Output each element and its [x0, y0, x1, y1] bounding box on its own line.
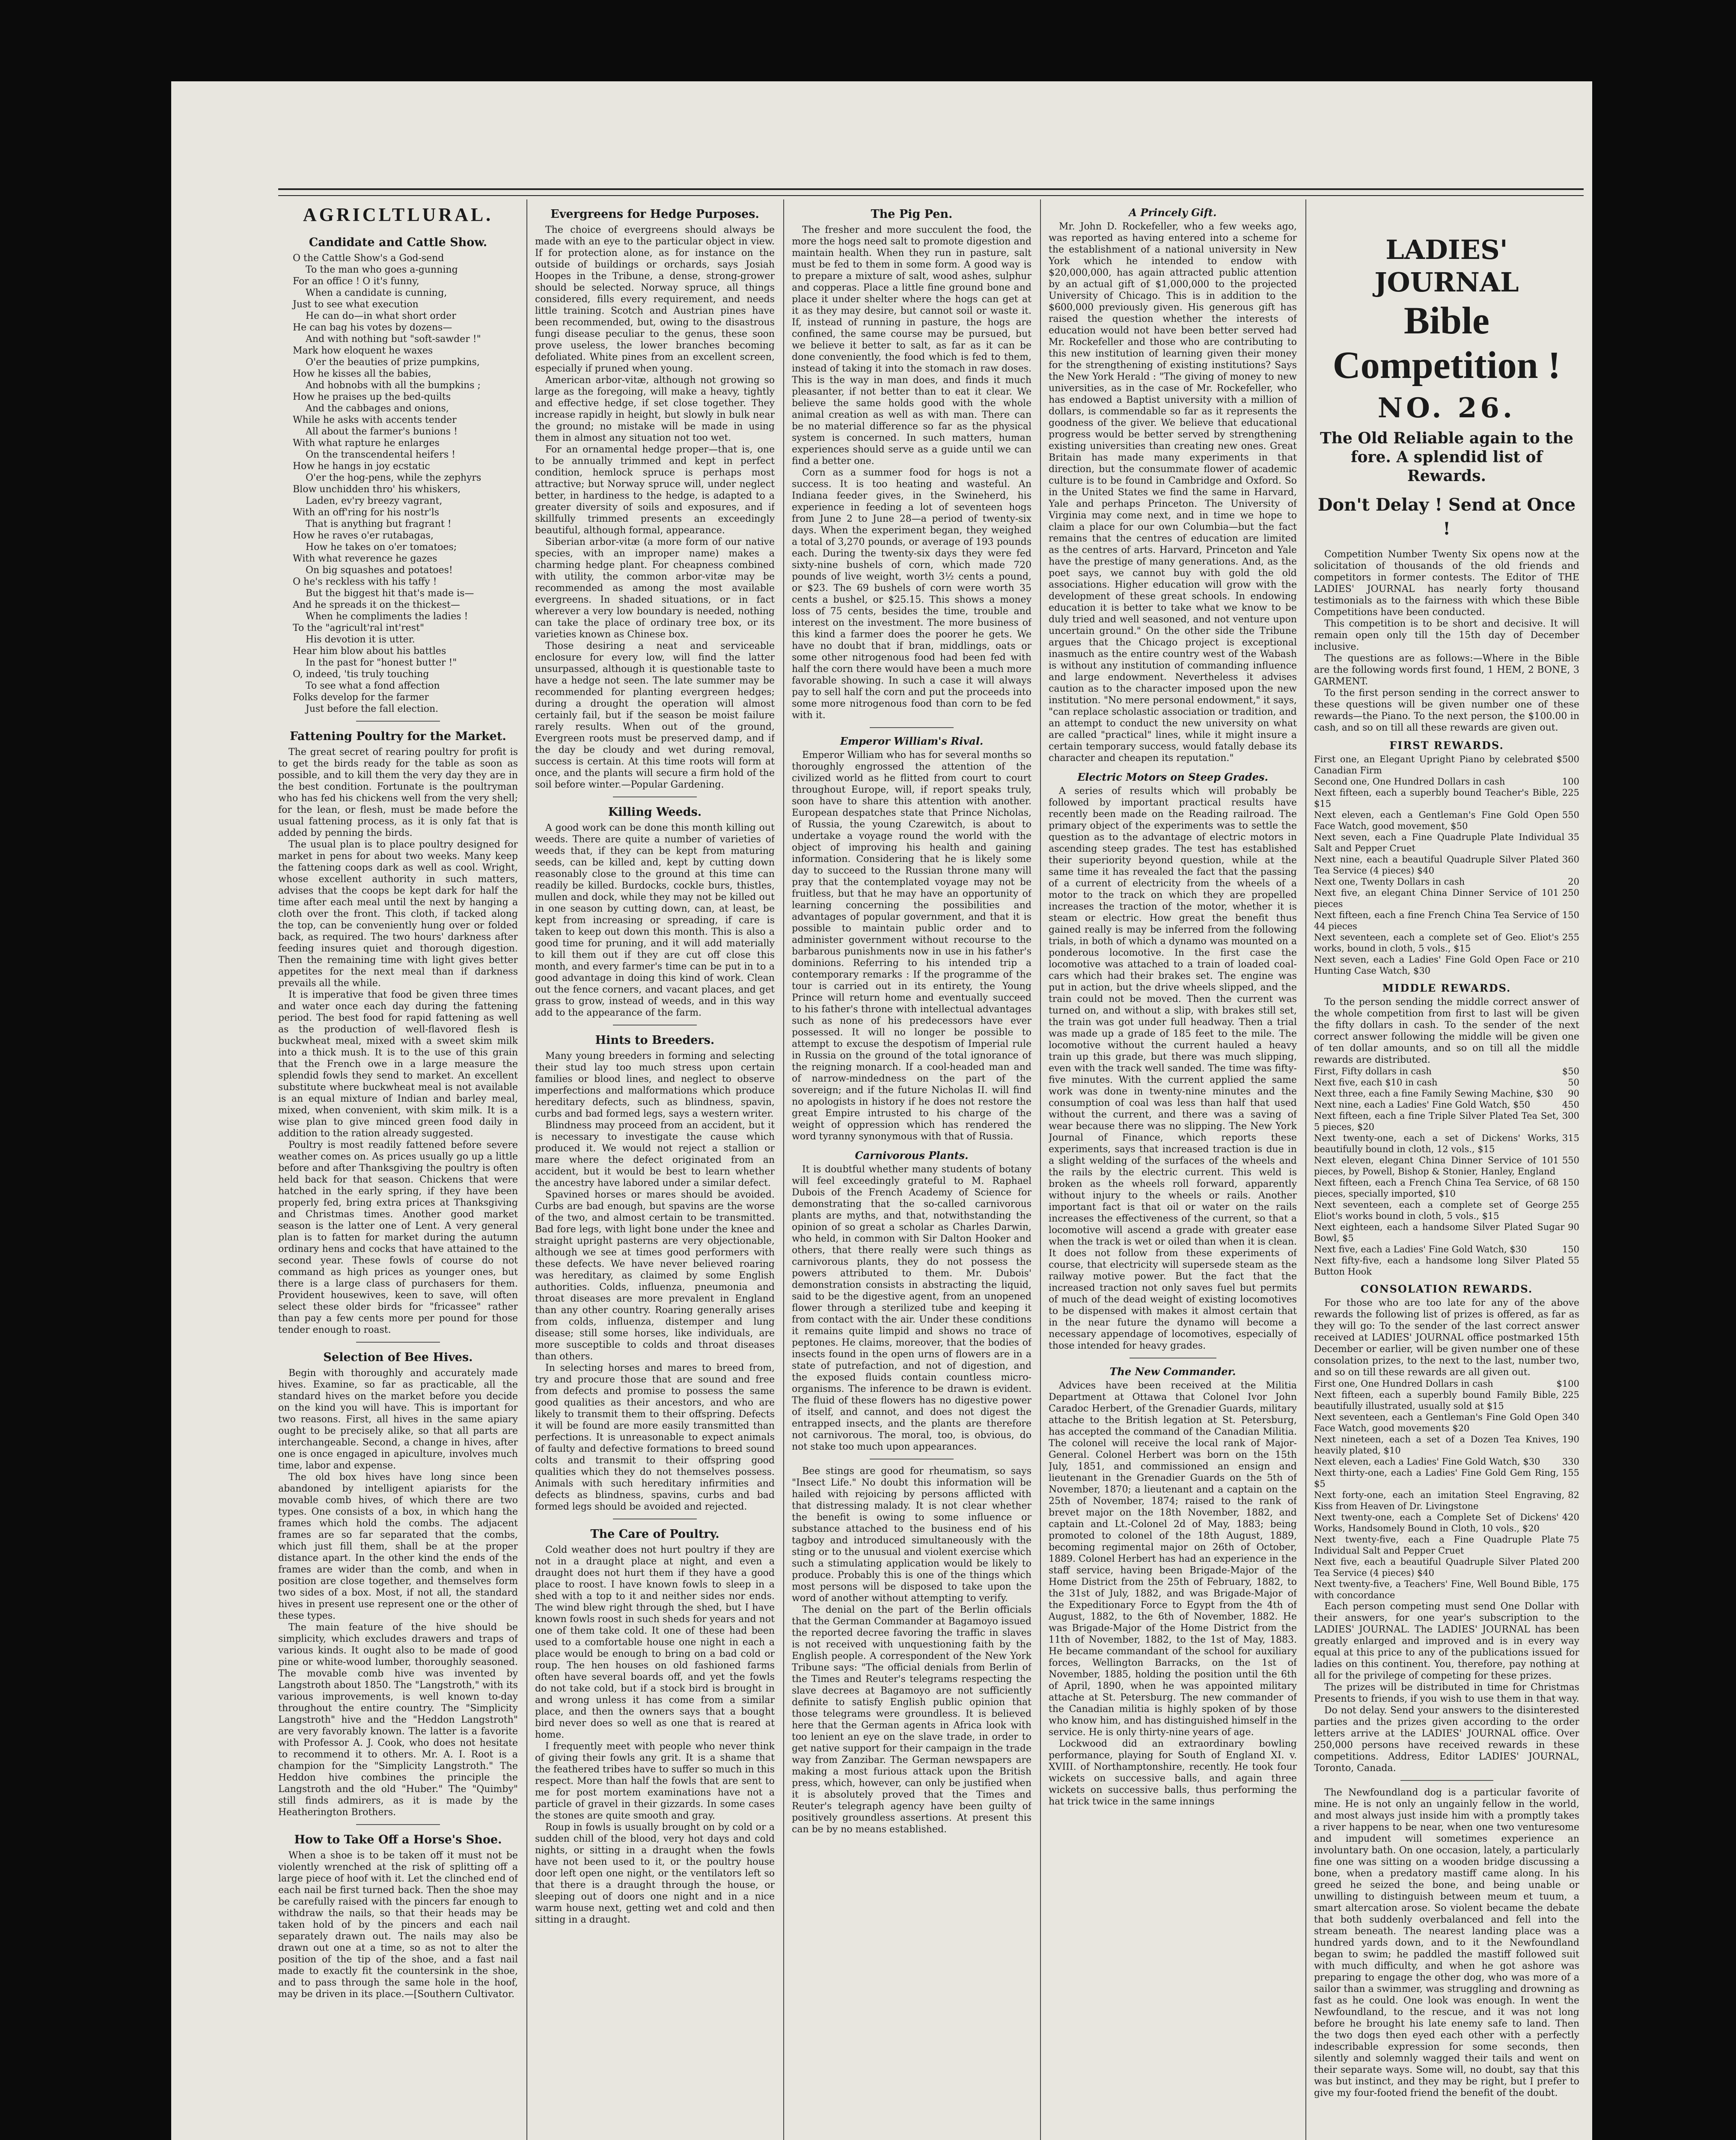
commander-body — [1049, 1380, 1297, 1807]
poem-line: While he asks with accents tender — [293, 415, 457, 425]
emperor-body — [792, 749, 1031, 1142]
prize-value: 225 — [1562, 1390, 1579, 1400]
bee-hives-body — [278, 1367, 518, 1818]
prize-value: 55 — [1568, 1255, 1579, 1266]
paragraph: To the first person sending in the correct answer to these questions will be given number one of these rewards—the Piano. To the next person, the $100.00 in cash, and so on till all these rewards are given out. — [1314, 688, 1579, 733]
prize-text: Next eleven, each a Gentleman's Fine Gold Open Face Watch, good movement, $50 — [1314, 810, 1559, 831]
paragraph: Many young breeders in forming and selecting their stud lay too much stress upon certain families or blood lines, and neglect to observe imperfections and malformations which produce hereditary defects, such as blindness, spavin, curbs and bad formed legs, says a western writer. — [535, 1051, 775, 1119]
poem-line: Just to see what execution — [293, 299, 419, 310]
poem-line: When he compliments the ladies ! — [306, 611, 468, 622]
consolation-rewards-title: CONSOLATION REWARDS. — [1360, 1283, 1533, 1295]
column-rule — [526, 199, 527, 2140]
prize-text: Next nine, each a Ladies' Fine Gold Watch, $50 — [1314, 1100, 1531, 1110]
prize-value: 175 — [1562, 1579, 1579, 1589]
prize-value: 210 — [1562, 954, 1579, 965]
ad-title: LADIES' JOURNAL — [1374, 234, 1519, 298]
prize-row — [1314, 1066, 1579, 1077]
column-rule — [1305, 199, 1306, 2140]
prize-row — [1314, 1088, 1579, 1099]
prize-row — [1314, 854, 1579, 876]
poem-line: And hobnobs with all the bumpkins ; — [306, 380, 481, 391]
paragraph: Corn as a summer food for hogs is not a success. It is too heating and wasteful. An Indiana feeder gives, in the Swineherd, his experience in feeding a lot of seventeen hogs from June 2 to June 28—a period of twenty-six days. When the experiment began, they weighed a total of 3,270 pounds, or average of 193 pounds each. During the twenty-six days they were fed sixty-nine bushels of corn, which made 720 pounds of live weight, worth 3½ cents a pound, or $23. The 69 bushels of corn were worth 35 cents a bushel, or $25.15. This shows a money loss of 75 cents, besides the time, trouble and interest on the investment. The more business of this kind a farmer does the poorer he gets. We have no doubt that if bran, middlings, oats or some other nitrogenous food had been fed with half the corn there would have been a much more favorable showing. In such a case it will always pay to sell half the corn and put the proceeds into some more nitrogenous food than corn to be fed with it. — [792, 467, 1031, 721]
consolation-rewards-list — [1314, 1378, 1579, 1601]
prize-row — [1314, 1155, 1579, 1177]
prize-value: 50 — [1568, 1077, 1579, 1088]
poem-line: To see what a fond affection — [306, 681, 440, 691]
prize-row — [1314, 932, 1579, 954]
paragraph: The fresher and more succulent the food, the more the hogs need salt to promote digestion and maintain health. When they run in pasture, salt must be fed to them in some form. A good way is to prepare a mixture of salt, wood ashes, sulphur and copperas. Place a little fine ground bone and place it under shelter where the hogs can get at it as they may desire, but cannot soil or waste it. If, instead of running in pasture, the hogs are confined, the same course may be pursued, but we believe it better to salt, as far as it can be done conveniently, the food which is fed to them, instead of taking it into the stomach in raw doses. This is the way in man does, and finds it much pleasanter, if not better than to eat it clear. We believe the same holds good with the whole animal creation as well as with man. There can be no material difference so far as the physical system is concerned. In such matters, human experiences should serve as a guide until we can find a better one. — [792, 225, 1031, 467]
prize-row — [1314, 1255, 1579, 1277]
prize-row — [1314, 1534, 1579, 1556]
first-rewards-list — [1314, 754, 1579, 976]
column-4 — [1049, 199, 1297, 2140]
poem-line: Just before the fall election. — [306, 704, 439, 714]
fattening-title: Fattening Poultry for the Market. — [290, 730, 506, 743]
ad-number: NO. 26. — [1377, 392, 1516, 424]
poem-line: O he's reckless with his taffy ! — [293, 577, 437, 587]
poem-line: With an off'ring for his nostr'ls — [293, 507, 440, 518]
prize-text: Next seven, each a Ladies' Fine Gold Open Face or Hunting Case Watch, $30 — [1314, 954, 1559, 976]
paragraph: For an ornamental hedge proper—that is, one to be annually trimmed and kept in perfect condition, hemlock spruce is perhaps most attractive; but Norway spruce will, under neglect better, in hardiness to the hedge, is adapted to a greater diversity of soils and exposures, and if skillfully trimmed presents an exceedingly beautiful, although formal, appearance. — [535, 444, 775, 536]
prize-value: 150 — [1562, 910, 1579, 920]
prize-value: 250 — [1562, 888, 1579, 898]
emperor-title: Emperor William's Rival. — [840, 735, 984, 747]
poem-body — [278, 253, 518, 715]
poem-line: How he praises up the bed-quilts — [293, 392, 451, 402]
paragraph: Spavined horses or mares should be avoided. Curbs are bad enough, but spavins are the worse of the two, and almost certain to be transmitted. Bad fore legs, with light bone under the knee and straight upright pasterns are very objectionable, although we see at times good performers with these defects. We have never believed roaring was hereditary, as claimed by some English authorities. Colds, influenza, pneumonia and throat diseases are more prevalent in England than any other country. Roaring generally arises from colds, influenza, distemper and lung disease; still some horses, like individuals, are more susceptible to colds and throat diseases than others. — [535, 1189, 775, 1362]
prize-value: 255 — [1562, 1200, 1579, 1210]
ad-closing — [1314, 1601, 1579, 1774]
paragraph: Emperor William who has for several months so thoroughly engrossed the attention of the civilized world as he flitted from court to court throughout Europe, will, if report speaks truly, soon have to share this attention with another. European despatches state that Prince Nicholas, of Russia, the young Czarewitch, is about to undertake a voyage round the world with the object of improving his health and gaining information. Considering that he is likely some day to succeed to the Russian throne many will pray that the contemplated voyage may not be fruitless, but that he may have an opportunity of learning concerning the possibilities and advantages of popular government, and that it is possible to maintain public order and to administer government without recourse to the barbarous punishments now in use in his father's dominions. Referring to his intended trip a contemporary remarks : If the programme of the tour is carried out in its entirety, the Young Prince will return home and eventually succeed to his father's throne with intellectual advantages such as none of his predecessors have ever possessed. It will no longer be possible to attempt to excuse the despotism of Imperial rule in Russia on the ground of the total ignorance of the reigning monarch. If a cool-headed man and of narrow-mindedness on the part of the sovereign; and if the future Nicholas II. will find no apologists in history if he does not restore the great Empire intrusted to his charge of the weight of oppression which has rendered the word tyranny synonymous with that of Russia. — [792, 750, 1031, 1142]
prize-row — [1314, 1512, 1579, 1534]
prize-row — [1314, 1378, 1579, 1389]
poem-line: But the biggest hit that's made is— — [306, 588, 474, 599]
poem-line: His devotion it is utter. — [306, 634, 415, 645]
prize-row — [1314, 1077, 1579, 1088]
prize-text: Next fifteen, each a French China Tea Service, of 68 pieces, specially imported, $10 — [1314, 1177, 1559, 1199]
prize-text: Next fifteen, each a superbly bound Family Bible, beautifully illustrated, usually sold at $15 — [1314, 1390, 1559, 1411]
paragraph: The prizes will be distributed in time for Christmas Presents to friends, if you wish to use them in that way. — [1314, 1682, 1579, 1704]
poem-line: All about the farmer's bunions ! — [306, 426, 458, 437]
prize-value: 20 — [1568, 877, 1579, 887]
paragraph: Blindness may proceed from an accident, but it is necessary to investigate the cause which produced it. We would not reject a stallion or mare where the defect originated from an accident, but it would be best to learn whether the ancestry have labored under a similar defect. — [535, 1120, 775, 1189]
prize-value: 35 — [1568, 832, 1579, 842]
paragraph: It is doubtful whether many students of botany will feel exceedingly grateful to M. Raphael Dubois of the French Academy of Science for demonstrating that the so-called carnivorous plants are myths, and that, notwithstanding the opinion of so great a scholar as Charles Darwin, who held, in common with Sir Dalton Hooker and others, that there really were such things as carnivorous plants, they do not possess the powers attributed to them. Mr. Dubois' demonstration consists in abstracting the liquid, said to be the digestive agent, from an unopened flower through a sterilized tube and keeping it from contact with the air. Under these conditions it remains quite limpid and shows no trace of peptones. He claims, moreover, that the bodies of insects found in the open urns of flowers are in a state of putrefaction, and not of digestion, and the exposed fluids contain countless micro-organisms. The inference to be drawn is evident. The fluid of these flowers has no digestive power of itself, and cannot, and does not digest the entrapped insects, and the plants are therefore not carnivorous. The moral, too, is obvious, do not stake too much upon appearances. — [792, 1164, 1031, 1452]
paragraph: The main feature of the hive should be simplicity, which excludes drawers and traps of various kinds. It ought also to be made of good pine or white-wood lumber, thoroughly seasoned. The movable comb hive was invented by Langstroth about 1850. The "Langstroth," with its various improvements, is well known to-day throughout the entire country. The "Simplicity Langstroth" hive and the "Heddon Langstroth" are very favorably known. The latter is a favorite with Professor A. J. Cook, who does not hesitate to recommend it to others. Mr. A. I. Root is a champion for the "Simplicity Langstroth." The Heddon hive combines the principle the Langstroth and the old "Huber." The "Quimby" still finds admirers, as it is made by the Heatherington Brothers. — [278, 1622, 518, 1818]
horse-shoe-body — [278, 1850, 518, 2000]
prize-value: 150 — [1562, 1177, 1579, 1188]
prize-text: First one, an Elegant Upright Piano by celebrated Canadian Firm — [1314, 754, 1553, 776]
horse-shoe-title: How to Take Off a Horse's Shoe. — [294, 1833, 502, 1846]
prize-row — [1314, 1177, 1579, 1199]
prize-text: Next five, each $10 in cash — [1314, 1077, 1438, 1088]
prize-row — [1314, 754, 1579, 776]
poem-line: O'er the hog-pens, while the zephyrs — [306, 473, 482, 483]
killing-weeds-title: Killing Weeds. — [608, 805, 702, 819]
poem-line: O the Cattle Show's a God-send — [293, 253, 444, 264]
prize-row — [1314, 1412, 1579, 1434]
ad-intro — [1314, 549, 1579, 734]
poem-line: On the transcendental heifers ! — [306, 449, 455, 460]
prize-value: 550 — [1562, 810, 1579, 820]
paragraph: A good work can be done this month killing out weeds. There are quite a number of varieties of weeds that, if they can be kept from maturing seeds, can be killed and, kept by cutting down reasonably close to the ground at this time can readily be killed. Burdocks, cockle burs, thistles, mullen and dock, while they may not be killed out in one season by cutting down, can, at least, be kept from increasing or spreading, if care is taken to keep out down this month. This is also a good time for pruning, and it will add materially to kill them out if they are cut off close this month, and every farmer's time can be put in to a good advantage in doing this kind of work. Clean out the fence corners, and vacant places, and get grass to grow, instead of weeds, and in this way add to the appearance of the farm. — [535, 823, 775, 1018]
prize-text: Next seven, each a Fine Quadruple Plate Individual Salt and Pepper Cruet — [1314, 832, 1565, 853]
separator — [356, 1824, 440, 1825]
electric-motors-title: Electric Motors on Steep Grades. — [1077, 771, 1268, 783]
prize-text: Next seventeen, each a complete set of George Eliot's works bound in cloth, 5 vols., $15 — [1314, 1200, 1559, 1221]
prize-value: $500 — [1556, 754, 1579, 764]
prize-text: Next five, an elegant China Dinner Service of 101 pieces — [1314, 888, 1559, 909]
paragraph: Bee stings are good for rheumatism, so says "Insect Life." No doubt this information will be hailed with rejoicing by persons afflicted with that distressing malady. It is not clear whether the benefit is owing to some influence or substance attached to the business end of his tagboy and introduced simultaneously with the sting or to the unusual and violent exercise which such a stimulating application would be likely to produce. Probably this is one of the things which most persons will be disposed to take upon the word of another without attempting to verify. — [792, 1466, 1031, 1604]
bee-stings-body — [792, 1465, 1031, 1835]
prize-value: 340 — [1562, 1412, 1579, 1422]
poem-line: That is anything but fragrant ! — [306, 519, 452, 529]
prize-row — [1314, 1389, 1579, 1412]
poem-line: How he hangs in joy ecstatic — [293, 461, 430, 472]
paragraph: In selecting horses and mares to breed from, try and procure those that are sound and free from defects and promise to possess the same good qualities as their ancestors, and who are likely to transmit them to their offspring. Defects it will be found are more easily transmitted than perfections. It is unreasonable to expect animals of faulty and defective formations to breed sound colts and transmit to their offspring good qualities which they do not themselves possess. Animals with such hereditary infirmities and defects as blindness, spavins, curbs and bad formed legs should be avoided and rejected. — [535, 1363, 775, 1512]
middle-rewards-title: MIDDLE REWARDS. — [1382, 982, 1511, 994]
middle-rewards-list — [1314, 1066, 1579, 1277]
column-2 — [535, 199, 775, 2140]
prize-row — [1314, 954, 1579, 976]
prize-value: $100 — [1556, 1379, 1579, 1389]
prize-row — [1314, 1489, 1579, 1512]
poem-line: To the "agricult'ral int'rest" — [293, 623, 425, 633]
newspaper-page — [171, 81, 1592, 2140]
prize-text: Next one, Twenty Dollars in cash — [1314, 877, 1465, 887]
poem-line: How he raves o'er rutabagas, — [293, 530, 434, 541]
consolation-intro: For those who are too late for any of the above rewards the following list of prizes is offered, as far as they will go: To the sender of the last correct answer received at LADIES' JOURNAL office postmarked 15th December or earlier, will be given number one of these consolation prizes, to the next to the last, number two, and so on till these rewards are all given out. — [1314, 1298, 1579, 1378]
paragraph: This competition is to be short and decisive. It will remain open only till the 15th day of December inclusive. — [1314, 618, 1579, 652]
poem-line: And with nothing but "soft-sawder !" — [306, 334, 481, 345]
poem-line: He can do—in what short order — [306, 311, 456, 321]
prize-row — [1314, 1578, 1579, 1601]
prize-value: 155 — [1562, 1468, 1579, 1478]
prize-text: Next forty-one, each an imitation Steel Engraving, Kiss from Heaven of Dr. Livingstone — [1314, 1490, 1565, 1511]
middle-rewards-intro: To the person sending the middle correct answer of the whole competition from first to last will be given the fifty dollars in cash. To the sender of the next correct answer following the middle will be given one of ten dollar amounts, and so on till all the middle rewards are distributed. — [1314, 997, 1579, 1065]
carnivorous-title: Carnivorous Plants. — [855, 1149, 969, 1162]
prize-value: $50 — [1562, 1066, 1579, 1076]
prize-text: Next thirty-one, each a Ladies' Fine Gold Gem Ring, $5 — [1314, 1468, 1559, 1489]
poem-line: Folks develop for the farmer — [293, 692, 429, 703]
prize-text: Next eighteen, each a handsome Silver Plated Sugar Bowl, $5 — [1314, 1222, 1565, 1243]
prize-text: Next five, each a beautiful Quadruple Silver Plated Tea Service (4 pieces) $40 — [1314, 1557, 1559, 1578]
commander-title: The New Commander. — [1109, 1365, 1236, 1378]
killing-weeds-body — [535, 822, 775, 1019]
page-content — [278, 188, 1584, 2140]
paragraph: Advices have been received at the Militia Department at Ottawa that Colonel Ivor John Caradoc Herbert, of the Grenadier Guards, military attache to the British legation at St. Petersburg, has accepted the command of the Canadian Militia. The colonel will receive the local rank of Major-General. Colonel Herbert was born on the 15th July, 1851, and commissioned an ensign and lieutenant in the Grenadier Guards on the 5th of November, 1870; a lieutenant and a captain on the 25th of November, 1874; raised to the rank of brevet major on the 18th November, 1882, and captain and Lt.-Colonel 2d of May, 1883; being promoted to colonel of the 18th August, 1889, becoming regimental major on 26th of October, 1889. Colonel Herbert has had an experience in the staff service, having been Brigade-Major of the Home District from the 25th of February, 1882, to the 31st of July, 1882, and was Brigade-Major of the Expeditionary Force to Egypt from the 4th of August, 1882, to the 6th of November, 1882. He was Brigade-Major of the Home District from the 11th of November, 1882, to the 1st of May, 1883. He became commandant of the school for auxiliary forces, Wellington Barracks, on the 1st of November, 1885, holding the position until the 6th of April, 1890, when he was appointed military attache at St. Petersburg. The new commander of the Canadian militia is highly spoken of by those who know him, and has distinguished himself in the service. He is only thirty-nine years of age. — [1049, 1380, 1297, 1738]
breeders-body — [535, 1050, 775, 1513]
paragraph: American arbor-vitæ, although not growing so large as the foregoing, will make a heavy, tightly and effective hedge, if set close together. They increase rapidly in height, but slowly in bulk near the ground; no mistake will be made in using them in almost any situation not too wet. — [535, 375, 775, 443]
prize-text: Next fifty-five, each a handsome long Silver Plated Button Hook — [1314, 1255, 1565, 1277]
prize-text: Next fifteen, each a fine French China Tea Service of 44 pieces — [1314, 910, 1559, 931]
poem-line: To the man who goes a-gunning — [306, 265, 458, 275]
column-1 — [278, 199, 518, 2140]
poultry-care-title: The Care of Poultry. — [590, 1528, 719, 1541]
prize-text: Next nineteen, each a set of a Dozen Tea Knives, heavily plated, $10 — [1314, 1434, 1559, 1456]
paragraph: Those desiring a neat and serviceable enclosure for every low, will find the latter unsurpassed, although it is questionable taste to have a hedge not seen. The late summer may be recommended for planting evergreen hedges; during a drought the operation will almost certainly fail, but if the season be moist failure rarely results. When out of the ground, Evergreen roots must be preserved damp, and if the day be cloudy and wet during removal, success is certain. At this time roots will form at once, and the plants will secure a firm hold of the soil before winter.—Popular Gardening. — [535, 641, 775, 790]
poem-line: O, indeed, 'tis truly touching — [293, 669, 429, 680]
prize-value: 90 — [1568, 1222, 1579, 1232]
princely-gift-body — [1049, 221, 1297, 764]
prize-row — [1314, 1456, 1579, 1467]
prize-text: Next nine, each a beautiful Quadruple Silver Plated Tea Service (4 pieces) $40 — [1314, 854, 1559, 876]
poem-line: With what reverence he gazes — [293, 553, 437, 564]
prize-text: Next three, each a fine Family Sewing Machine, $30 — [1314, 1088, 1553, 1099]
poem-line: O'er the beauties of prize pumpkins, — [306, 357, 480, 368]
prize-value: 100 — [1562, 776, 1579, 787]
poem-line: With what rapture he enlarges — [293, 438, 440, 449]
prize-row — [1314, 776, 1579, 787]
separator — [356, 721, 440, 722]
pig-pen-body — [792, 224, 1031, 721]
princely-gift-title: A Princely Gift. — [1129, 206, 1217, 219]
paragraph: Competition Number Twenty Six opens now at the solicitation of thousands of the old friends and competitors in former contests. The Editor of THE LADIES' JOURNAL has nearly forty thousand testimonials as to the fairness with which these Bible Competitions have been conducted. — [1314, 549, 1579, 618]
prize-text: First one, One Hundred Dollars in cash — [1314, 1379, 1493, 1389]
prize-value: 75 — [1568, 1534, 1579, 1545]
poem-line: How he kisses all the babies, — [293, 369, 431, 379]
prize-text: First, Fifty dollars in cash — [1314, 1066, 1432, 1076]
paragraph: Lockwood did an extraordinary bowling performance, playing for South of England XI. v. XVIII. of Northamptonshire, recently. He took four wickets on successive balls, and again three wickets on successive balls, thus performing the hat trick twice in the same innings — [1049, 1739, 1297, 1807]
poem-line: On big squashes and potatoes! — [306, 565, 453, 576]
fattening-body — [278, 746, 518, 1336]
prize-row — [1314, 1099, 1579, 1110]
electric-motors-body — [1049, 785, 1297, 1352]
prize-value: 190 — [1562, 1434, 1579, 1444]
paragraph: It is imperative that food be given three times and water once each day during the fattening period. The best food for rapid fattening as well as the production of well-flavored flesh is buckwheat meal, mixed with a sweet skim milk into a thick mush. It is to the use of this grain that the French owe in a large measure the splendid fowls they send to market. An excellent substitute where buckwheat meal is not available is an equal mixture of Indian and barley meal, mixed, when convenient, with skim milk. It is a wise plan to give minced green food daily in addition to the ration already suggested. — [278, 990, 518, 1139]
prize-value: 225 — [1562, 788, 1579, 798]
paragraph: Cold weather does not hurt poultry if they are not in a draught place at night, and even a draught does not hurt them if they have a good place to roost. I have known fowls to sleep in a shed with a top to it and neither sides nor ends. The wind blew right through the shed, but I have known fowls roost in such sheds for years and not one of them take cold. It one of these had been used to a comfortable house one night in each a place would be enough to bring on a bad cold or roup. The hen houses on old fashioned farms often have several boards off, and yet the fowls do not take cold, but if a stock bird is brought in and wrong unless it has come from a similar place, and then the owners says that a bought bird never does so well as one that is reared at home. — [535, 1545, 775, 1740]
poem-line: How he takes on o'er tomatoes; — [306, 542, 457, 553]
prize-value: 315 — [1562, 1133, 1579, 1143]
evergreens-title: Evergreens for Hedge Purposes. — [550, 208, 759, 221]
separator — [870, 727, 954, 728]
paragraph: Siberian arbor-vitæ (a more form of our native species, with an improper name) makes a charming hedge plant. For cheapness combined with utility, the common arbor-vitæ may be recommended as among the most available evergreens. In shaded situations, or in fact wherever a very low boundary is needed, nothing can take the place of ordinary tree box, or its varieties known as Chinese box. — [535, 537, 775, 640]
poem-line: He can bag his votes by dozens— — [293, 322, 452, 333]
poem-line: Blow unchidden thro' his whiskers, — [293, 484, 461, 495]
prize-value: 300 — [1562, 1111, 1579, 1121]
pig-pen-title: The Pig Pen. — [871, 208, 953, 221]
prize-text: Next twenty-one, each a set of Dickens' Works, beautifully bound in cloth, 12 vols., $15 — [1314, 1133, 1559, 1154]
prize-text: Next five, each a Ladies' Fine Gold Watch, $30 — [1314, 1244, 1527, 1254]
dog-story: The Newfoundland dog is a particular favorite of mine. He is not only an ungainly fellow in the world, and most always just inside him with a promptly takes a river happens to be near, when one two venturesome and impudent will sometimes experience an involuntary bath. On one occasion, lately, a particularly fine one was sitting on a wooden bridge discussing a bone, when a predatory mastiff came along. In his greed he seized the bone, and being unable or unwilling to distinguish between meum et tuum, a smart altercation arose. So violent became the debate that both suddenly overbalanced and fell into the stream beneath. The nearest landing place was a hundred yards down, and to it the Newfoundland began to swim; he paddled the mastiff followed suit with much difficulty, and when he got ashore was preparing to engage the other dog, who was more of a sailor than a swimmer, was struggling and drowning as fast as he could. One look was enough. In went the Newfoundland, to the rescue, and it was not long before he brought his late enemy safe to land. Then the two dogs then eyed each other with a perfectly indescribable expression for some seconds, then silently and solemnly wagged their tails and went on their separate ways. Some will, no doubt, say that this was but instinct, and they may be right, but I prefer to give my four-footed friend the benefit of the doubt. — [1314, 1787, 1579, 2098]
carnivorous-body — [792, 1164, 1031, 1453]
evergreens-body — [535, 224, 775, 791]
column-rule — [1040, 199, 1041, 2140]
paragraph: Poultry is most readily fattened before severe weather comes on. As prices usually go up a little before and after Thanksgiving the poultry is often held back for that season. Chickens that were hatched in the early spring, if they have been properly fed, bring extra prices at Thanksgiving and Christmas times. Another good market season is the latter one of Lent. A very general plan is to fatten for market during the autumn ordinary hens and cocks that have attained to the second year. These fowls of course do not command as high prices as younger ones, but there is a large class of purchasers for them. Provident housewives, keen to save, will often select these older birds for "fricassee" rather than pay a few cents more per pound for those tender enough to roast. — [278, 1140, 518, 1335]
prize-value: 82 — [1568, 1490, 1579, 1500]
prize-text: Next fifteen, each a fine Triple Silver Plated Tea Set, 5 pieces, $20 — [1314, 1111, 1559, 1132]
prize-value: 255 — [1562, 932, 1579, 942]
first-rewards-title: FIRST REWARDS. — [1389, 739, 1504, 752]
prize-text: Next eleven, each a Ladies' Fine Gold Watch, $30 — [1314, 1456, 1540, 1467]
prize-row — [1314, 1222, 1579, 1244]
paragraph: Each person competing must send One Dollar with their answers, for one year's subscription to the LADIES' JOURNAL. The LADIES' JOURNAL has been greatly enlarged and improved and is in every way equal at this price to any of the publications issued for ladies on this continent. You, therefore, pay nothing at all for the privilege of competing for these prizes. — [1314, 1601, 1579, 1681]
column-5-advertisement — [1314, 199, 1579, 2140]
prize-row — [1314, 1110, 1579, 1132]
paragraph: When a shoe is to be taken off it must not be violently wrenched at the risk of splitting off a large piece of hoof with it. Let the clinched end of each nail be first turned back. Then the shoe may be carefully raised with the pincers far enough to withdraw the nails, so that their heads may be taken hold of by the pincers and each nail separately drawn out. The nails may also be drawn out one at a time, so as not to alter the position of the tip of the shoe, and a fast nail made to exactly fit the countersink in the shoe, and to pass through the same hole in the hoof, may be driven in its place.—[Southern Cultivator. — [278, 1850, 518, 2000]
column-3 — [792, 199, 1031, 2140]
paragraph: I frequently meet with people who never think of giving their fowls any grit. It is a shame that the feathered tribes have to suffer so much in this respect. More than half the fowls that are sent to me for post mortem examinations have not a particle of gravel in their gizzards. In some cases the stones are quite smooth and gray. — [535, 1741, 775, 1821]
paragraph: The choice of evergreens should always be made with an eye to the particular object in view. If for protection alone, as for instance on the outside of buildings or orchards, says Josiah Hoopes in the Tribune, a dense, strong-grower should be selected. Norway spruce, all things considered, fills every requirement, and needs little training. Scotch and Austrian pines have been recommended, but, owing to the disastrous fungi disease peculiar to the genus, these soon prove useless, the lower branches becoming defoliated. White pines from an excellent screen, especially if pruned when young. — [535, 225, 775, 374]
prize-row — [1314, 887, 1579, 910]
ad-subtitle: Bible Competition ! — [1332, 300, 1561, 386]
prize-row — [1314, 910, 1579, 932]
prize-value: 200 — [1562, 1557, 1579, 1567]
prize-row — [1314, 832, 1579, 854]
prize-value: 150 — [1562, 1244, 1579, 1254]
prize-value: 450 — [1562, 1100, 1579, 1110]
column-rule — [783, 199, 784, 2140]
poem-line: Laden, ev'ry breezy vagrant, — [306, 496, 443, 506]
ad-call-to-action: Don't Delay ! Send at Once ! — [1317, 495, 1576, 539]
paragraph: Mr. John D. Rockefeller, who a few weeks ago, was reported as having entered into a scheme for the establishment of a national university in New York which he intended to endow with $20,000,000, has again attracted public attention by an actual gift of $1,000,000 to the projected University of Chicago. This is in addition to the $600,000 previously given. His generous gift has raised the question whether the interests of education would not have been better served had Mr. Rockefeller and those who are contributing to this new institution of learning given their money for the strengthening of existing institutions? Says the New York Herald : "The giving of money to new universities, as in the case of Mr. Rockefeller, who has endowed a Baptist university with a million of dollars, is commendable so far as it represents the goodness of the giver. We believe that educational progress would be better served by strengthening existing universities than creating new ones. Great Britain has made many experiments in that direction, but the consummate flower of academic culture is to be found in Cambridge and Oxford. So in the United States we find the same in Harvard, Yale and perhaps Princeton. The University of Virginia may come next, and in time we hope to claim a place for our own Columbia—but the fact remains that the centres of education are limited as the centres of arts. Harvard, Princeton and Yale have the prestige of many generations. And, as the poet says, we cannot buy with gold the old associations. Higher education will grow with the development of these great schools. In endowing education it is better to take what we know to be duly tried and well seasoned, and not venture upon uncertain ground." On the other side the Tribune argues that the Chicago project is exceptional inasmuch as the entire country west of the Wabash is without any institution of commanding influence and large endowment. Nevertheless it advises caution as to the character imposed upon the new institution. "No mere personal endowment," it says, "can replace scholastic association or tradition, and an attempt to conduct the new university on what are called "practical" lines, while it might insure a certain temporary success, would fatally debase its character and cheapen its reputation." — [1049, 221, 1297, 764]
paragraph: The usual plan is to place poultry designed for market in pens for about two weeks. Many keep the fattening coops dark as well as cool. Wright, whose excellent authority in such matters, advises that the coops be kept dark for half the time after each meal until the next by hanging a cloth over the front. This cloth, if tacked along the top, can be conveniently hung over or folded back, as required. The two hours' darkness after feeding insures quiet and thorough digestion. Then the remaining time with light gives better appetites for the next meal than if darkness prevails all the while. — [278, 839, 518, 989]
prize-row — [1314, 787, 1579, 809]
paragraph: The great secret of rearing poultry for profit is to get the birds ready for the table as soon as possible, and to kill them the very day they are in the best condition. Fortunate is the poultryman who has fed his chickens well from the very shell; for the lean, or flesh, must be made before the usual fattening process, as it is only fat that is added by penning the birds. — [278, 747, 518, 838]
prize-value: 330 — [1562, 1456, 1579, 1467]
paragraph: Begin with thoroughly and accurately made hives. Examine, so far as practicable, all the standard hives on the market before you decide on the kind you will have. This is important for two reasons. First, all hives in the same apiary ought to be precisely alike, so that all parts are interchangeable. Second, a change in hives, after one is once engaged in apiculture, involves much time, labor and expense. — [278, 1368, 518, 1471]
prize-text: Next seventeen, each a Gentleman's Fine Gold Open Face Watch, good movements $20 — [1314, 1412, 1559, 1433]
poem-line: When a candidate is cunning, — [306, 288, 447, 298]
prize-value: 90 — [1568, 1088, 1579, 1099]
paragraph: The old box hives have long since been abandoned by intelligent apiarists for the movable comb hives, of which there are two types. One consists of a box, in which hang the frames which hold the combs. The adjacent frames are so far separated that the combs, which just fill them, shall be at the proper distance apart. In the other kind the ends of the frames are wider than the comb, and when in position are close together, and themselves form two sides of a box. Most, if not all, the standard hives in present use represent one or the other of these types. — [278, 1472, 518, 1621]
breeders-title: Hints to Breeders. — [595, 1034, 715, 1047]
prize-text: Next twenty-one, each a Complete Set of Dickens' Works, Handsomely Bound in Cloth, 10 vols., $20 — [1314, 1512, 1559, 1534]
prize-row — [1314, 876, 1579, 887]
paragraph: The denial on the part of the Berlin officials that the German Commander at Bagamoyo issued the reported decree favoring the traffic in slaves is not received with unquestioning faith by the English people. A correspondent of the New York Tribune says: "The official denials from Berlin of the Times and Reuter's telegrams respecting the slave decrees at Bagamoyo are not sufficiently definite to satisfy English public opinion that those telegrams were groundless. It is believed here that the German agents in Africa look with too lenient an eye on the slave trade, in order to get native support for their campaign in the trade way from Zanzibar. The German newspapers are making a most furious attack upon the British press, which, however, can only be justified when it is absolutely proved that the Times and Reuter's telegraph agency have been guilty of positively groundless assertions. At present this can be by no means established. — [792, 1605, 1031, 1835]
prize-row — [1314, 1244, 1579, 1255]
prize-row — [1314, 1467, 1579, 1489]
prize-row — [1314, 1199, 1579, 1222]
poultry-care-body — [535, 1544, 775, 1926]
prize-row — [1314, 1556, 1579, 1578]
ad-tagline: The Old Reliable again to the fore. A splendid list of Rewards. — [1320, 429, 1573, 485]
prize-text: Next twenty-five, each a Fine Quadruple Plate Individual Salt and Pepper Cruet — [1314, 1534, 1565, 1556]
poem-line: Mark how eloquent he waxes — [293, 345, 433, 356]
bee-hives-title: Selection of Bee Hives. — [323, 1351, 473, 1364]
separator — [1400, 1780, 1493, 1781]
prize-text: Second one, One Hundred Dollars in cash — [1314, 776, 1505, 787]
prize-value: 360 — [1562, 854, 1579, 865]
prize-row — [1314, 1132, 1579, 1155]
poem-title: Candidate and Cattle Show. — [309, 236, 488, 249]
prize-row — [1314, 1434, 1579, 1456]
prize-value: 550 — [1562, 1155, 1579, 1165]
prize-text: Next fifteen, each a superbly bound Teacher's Bible, $15 — [1314, 788, 1559, 809]
section-title: AGRICLTLURAL. — [303, 204, 493, 225]
separator — [356, 1342, 440, 1343]
poem-line: And the cabbages and onions, — [306, 403, 449, 414]
paragraph: Roup in fowls is usually brought on by cold or a sudden chill of the blood, very hot days and cold nights, or sitting in a draught when the fowls have not been used to it, or the poultry house door left open one night, or the ventilators left so that there is a draught through the house, or sleeping out of doors one night and in a nice warm house next, getting wet and cold and then sitting in a draught. — [535, 1822, 775, 1925]
paragraph: A series of results which will probably be followed by important practical results have recently been made on the Reading railroad. The primary object of the experiments was to settle the question as to the advantage of electric motors in ascending steep grades. The test has established their superiority beyond question, while at the same time it has revealed the fact that the passing of a current of electricity from the wheels of a motor to the track on which they are propelled increases the traction of the motor, whether it is steam or electric. How great the benefit thus gained really is may be inferred from the following trials, in both of which a dynamo was mounted on a ponderous locomotive. In the first case the locomotive was attached to a train of loaded coal-cars which had their brakes set. The engine was put in action, but the drive wheels slipped, and the train could not be moved. Then the current was turned on, and without a slip, with brakes still set, the train was got under full headway. Then a trial was made up a grade of 185 feet to the mile. The locomotive without the current hauled a heavy train up this grade, but there was much slipping, even with the track well sanded. The time was fifty-five minutes. With the current applied the same work was done in twenty-nine minutes and the consumption of coal was less than half that used without the current, and there was a saving of wear because there was no slipping. The New York Journal of Finance, which reports these experiments, says that increased traction is due in a slight welding of the surfaces of the wheels and the rails by the electric current. This weld is broken as the wheels roll forward, apparently without injury to the wheels or rails. Another important fact is that oil or water on the rails increases the effectiveness of the current, so that a locomotive will ascend a grade with greater ease when the track is wet or oiled than when it is clean. It does not follow from these experiments of course, that electricity will supersede steam as the railway motive power. But the fact that the increased traction not only saves fuel but permits of much of the dead weight of existing locomotives to be dispensed with makes it almost certain that in the near future the dynamo will become a necessary appendage of locomotives, especially of those intended for heavy grades. — [1049, 786, 1297, 1351]
poem-line: For an office ! O it's funny, — [293, 276, 419, 287]
prize-text: Next twenty-five, a Teachers' Fine, Well Bound Bible, with concordance — [1314, 1579, 1559, 1600]
poem-line: In the past for "honest butter !" — [306, 657, 457, 668]
prize-text: Next seventeen, each a complete set of Geo. Eliot's works, bound in cloth, 5 vols., $15 — [1314, 932, 1559, 954]
paragraph: The questions are as follows:—Where in the Bible are the following words first found, 1 HEM, 2 BONE, 3 GARMENT. — [1314, 653, 1579, 687]
paragraph: Do not delay. Send your answers to the disinterested parties and the prizes given according to the order letters arrive at the LADIES' JOURNAL office. Over 250,000 persons have received rewards in these competitions. Address, Editor LADIES' JOURNAL, Toronto, Canada. — [1314, 1705, 1579, 1774]
poem-line: And he spreads it on the thickest— — [293, 600, 460, 610]
prize-text: Next eleven, elegant China Dinner Service of 101 pieces, by Powell, Bishop & Stonier, Hanley, England — [1314, 1155, 1559, 1177]
poem-line: Hear him blow about his battles — [293, 646, 446, 657]
prize-value: 420 — [1562, 1512, 1579, 1522]
prize-row — [1314, 809, 1579, 832]
top-rule — [278, 188, 1584, 196]
